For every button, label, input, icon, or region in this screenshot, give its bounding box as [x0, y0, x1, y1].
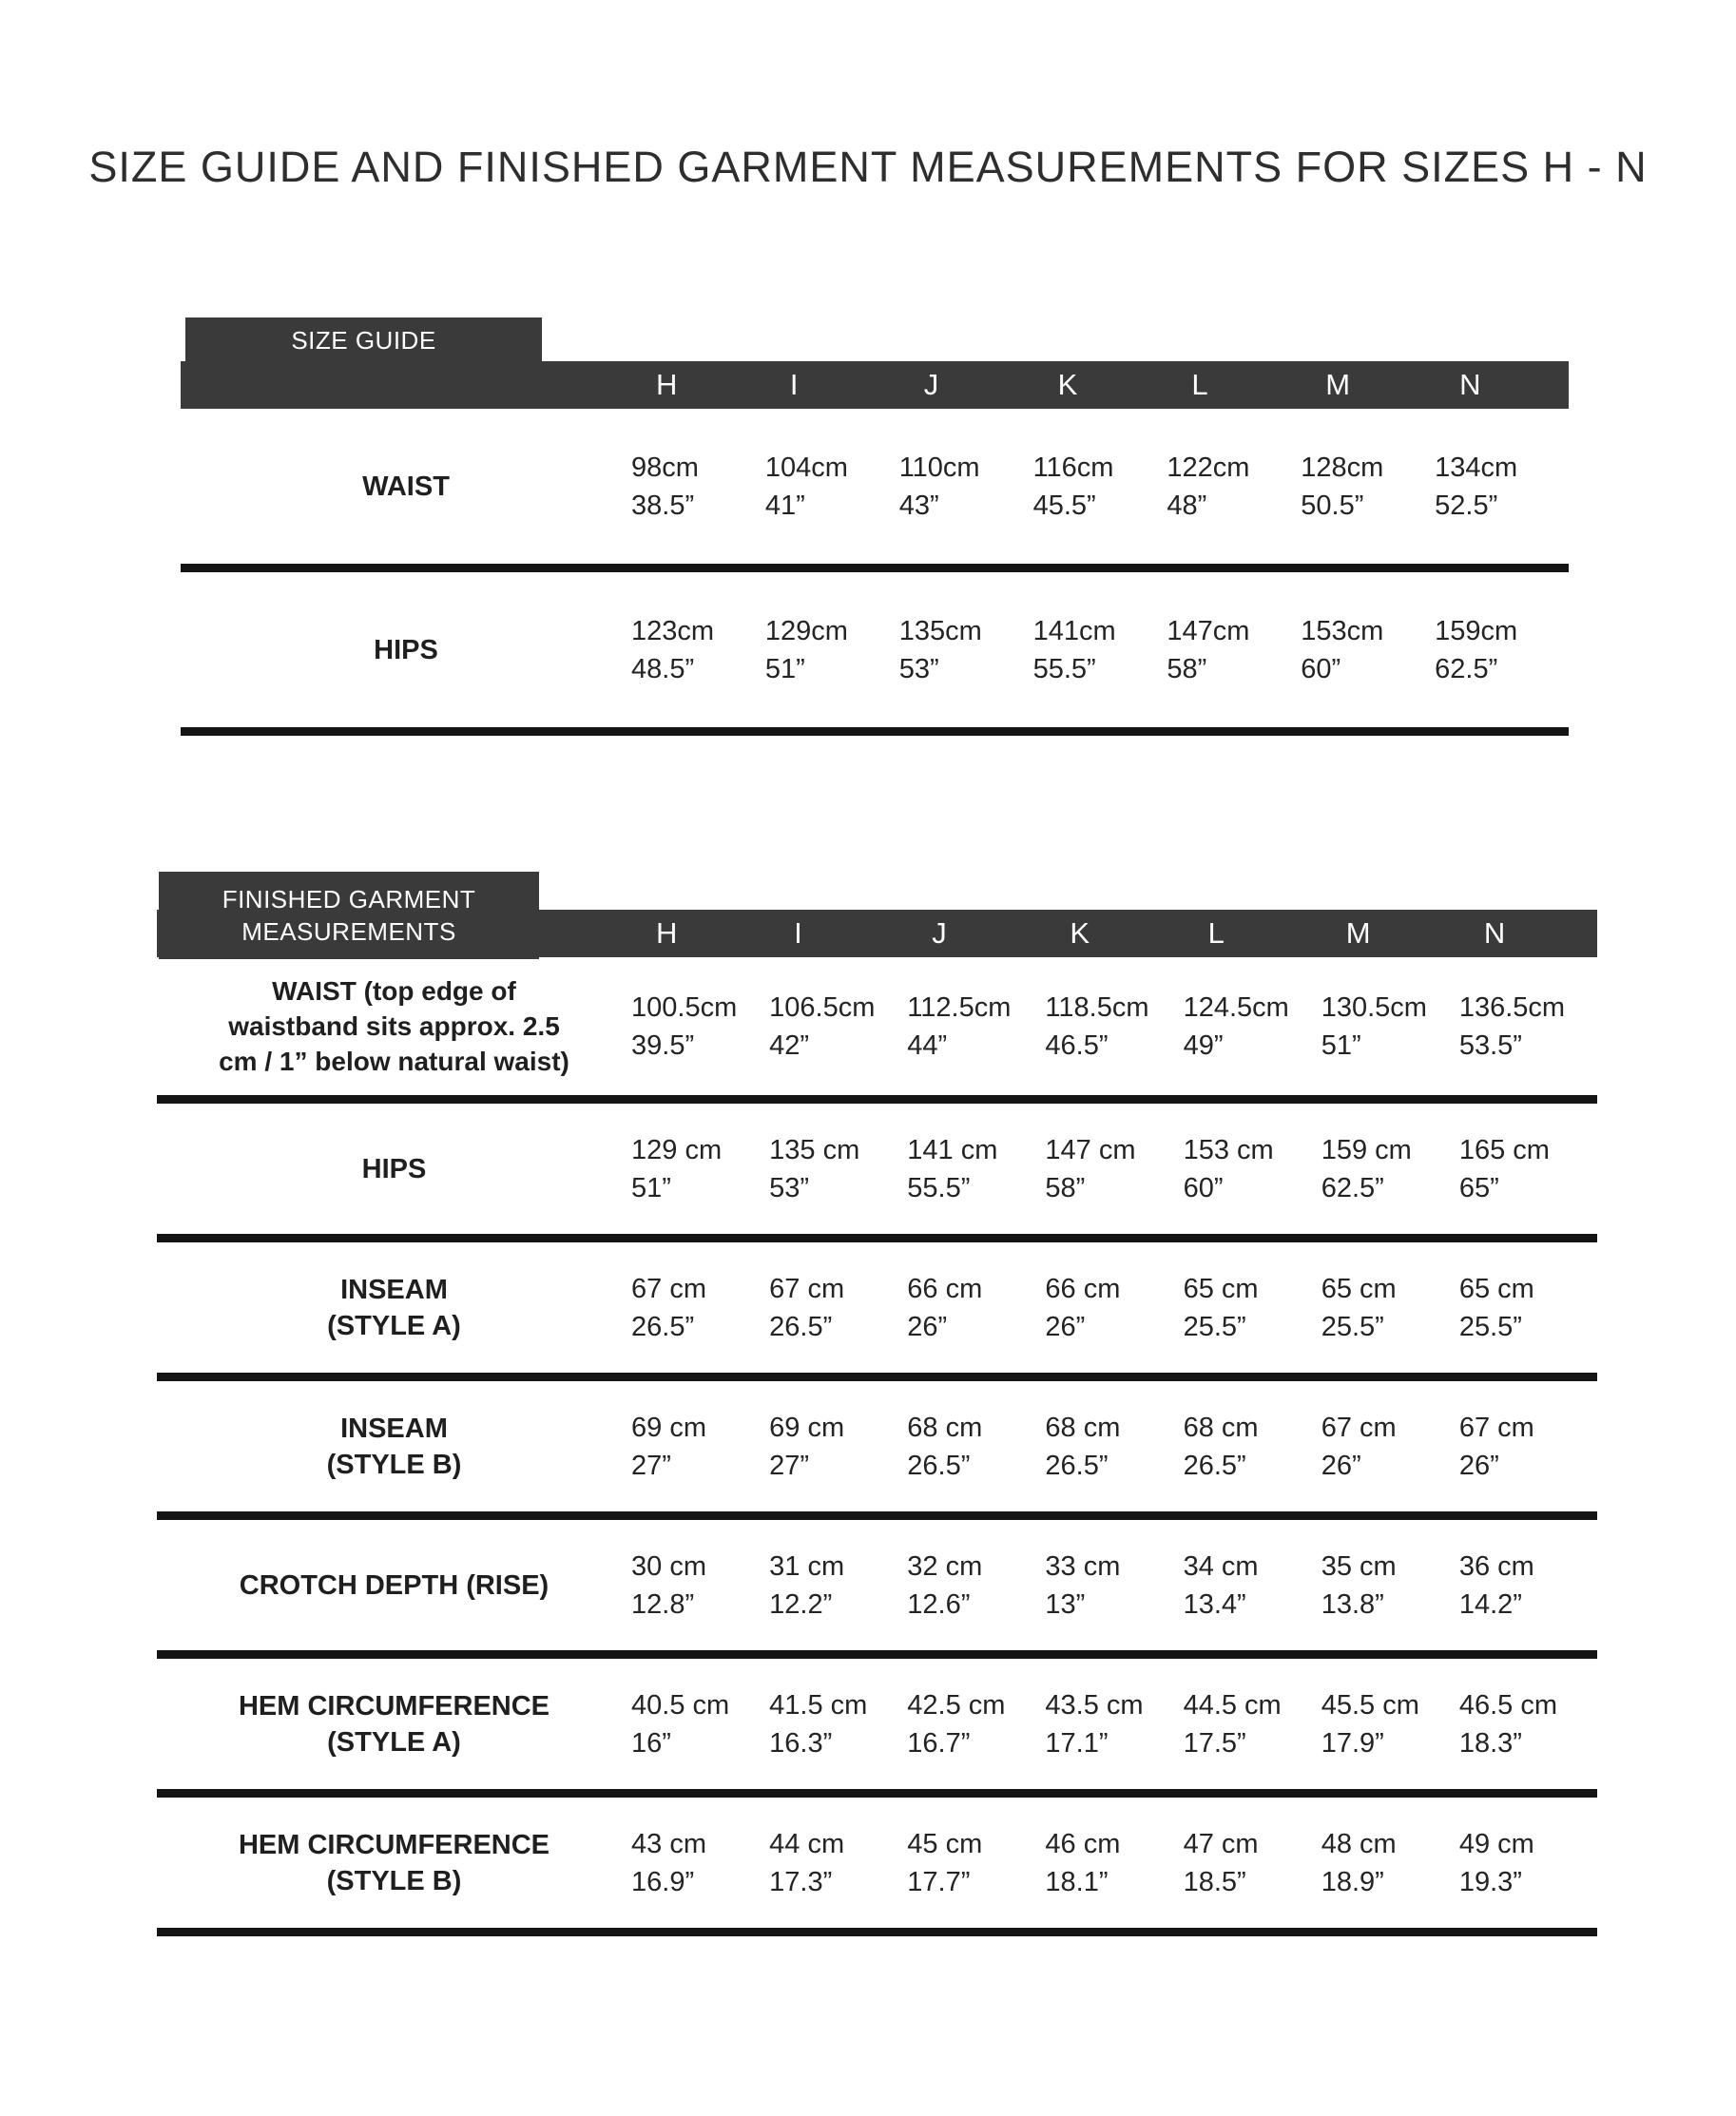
measurement-cm: 128cm	[1301, 452, 1384, 483]
measurement-cell	[1459, 1825, 1597, 1901]
size-header-row	[181, 361, 1569, 409]
measurement-inches: 26”	[907, 1311, 948, 1342]
measurement-cell	[769, 1548, 907, 1624]
measurement-cell	[769, 1825, 907, 1901]
page-title: SIZE GUIDE AND FINISHED GARMENT MEASUREMENTS FOR SIZES H - N	[88, 143, 1648, 191]
measurement-inches: 12.8”	[631, 1588, 695, 1620]
measurement-cell	[631, 989, 769, 1065]
measurement-cm: 69 cm	[631, 1412, 706, 1443]
measurement-cm: 68 cm	[1183, 1412, 1259, 1443]
measurement-cell	[1045, 1686, 1183, 1762]
measurement-cell	[631, 1409, 769, 1485]
row-label-hips: HIPS	[374, 634, 438, 665]
measurement-inches: 49”	[1183, 1029, 1224, 1061]
measurement-cell	[1045, 1825, 1183, 1901]
measurement-inches: 17.5”	[1183, 1727, 1246, 1759]
measurement-cell	[907, 1686, 1045, 1762]
measurement-cm: 147cm	[1167, 615, 1250, 646]
measurement-inches: 26.5”	[769, 1311, 833, 1342]
measurement-cm: 48 cm	[1321, 1828, 1397, 1859]
measurement-inches: 12.2”	[769, 1588, 833, 1620]
measurement-cm: 112.5cm	[907, 991, 1012, 1023]
measurement-inches: 43”	[898, 490, 939, 521]
row-label-waist: WAIST	[362, 471, 450, 502]
measurement-cell	[1045, 1548, 1183, 1624]
measurement-inches: 48”	[1167, 490, 1207, 521]
measurement-cm: 100.5cm	[631, 991, 738, 1023]
measurement-cell	[1167, 449, 1301, 525]
measurement-cm: 130.5cm	[1321, 991, 1427, 1023]
measurement-cell	[907, 1131, 1045, 1207]
measurement-cm: 67 cm	[1458, 1412, 1534, 1443]
measurement-inches: 26.5”	[631, 1311, 695, 1342]
row-label-finished-waist: WAIST (top edge of waistband sits approx. 2.5 cm / 1” below natural waist)	[219, 976, 569, 1076]
measurement-inches: 53”	[769, 1172, 810, 1203]
measurement-cm: 67 cm	[631, 1273, 706, 1304]
measurement-cm: 47 cm	[1183, 1828, 1259, 1859]
measurement-cm: 42.5 cm	[907, 1689, 1006, 1721]
measurement-inches: 26”	[1458, 1450, 1499, 1481]
measurement-inches: 44”	[907, 1029, 948, 1061]
measurement-cell	[907, 989, 1045, 1065]
measurement-inches: 13.8”	[1321, 1588, 1384, 1620]
measurement-cell	[1321, 1825, 1459, 1901]
table-row-hem-b	[157, 1798, 1597, 1936]
finished-garment-tab	[159, 872, 539, 959]
measurement-cm: 129 cm	[631, 1134, 723, 1165]
measurement-cm: 30 cm	[631, 1550, 706, 1582]
measurement-cm: 98cm	[631, 452, 699, 483]
size-column-header-j: J	[923, 368, 939, 401]
measurement-cm: 165 cm	[1458, 1134, 1550, 1165]
measurement-cell	[769, 1131, 907, 1207]
measurement-cm: 49 cm	[1458, 1828, 1534, 1859]
row-label-hem-a: HEM CIRCUMFERENCE (STYLE A)	[238, 1690, 550, 1758]
measurement-cell	[899, 449, 1033, 525]
measurement-cm: 134cm	[1435, 452, 1518, 483]
measurement-inches: 62.5”	[1321, 1172, 1384, 1203]
row-label-finished-hips: HIPS	[361, 1153, 427, 1184]
measurement-cell	[769, 1270, 907, 1346]
measurement-cm: 45 cm	[907, 1828, 983, 1859]
measurement-cm: 35 cm	[1321, 1550, 1397, 1582]
finished-garment-tab-label-line2: MEASUREMENTS	[241, 917, 456, 946]
size-guide-table	[181, 317, 1569, 736]
measurement-cell	[1184, 1409, 1321, 1485]
measurement-inches: 25.5”	[1183, 1311, 1246, 1342]
measurement-cell	[1184, 1686, 1321, 1762]
measurement-cell	[1321, 1409, 1459, 1485]
measurement-cell	[631, 612, 765, 688]
measurement-inches: 12.6”	[907, 1588, 971, 1620]
measurement-inches: 17.7”	[907, 1866, 971, 1897]
table-row-inseam-a	[157, 1242, 1597, 1381]
measurement-inches: 45.5”	[1032, 490, 1096, 521]
size-column-header-n: N	[1483, 916, 1506, 950]
measurement-cm: 36 cm	[1458, 1550, 1534, 1582]
measurement-cell	[899, 612, 1033, 688]
measurement-cell	[907, 1270, 1045, 1346]
measurement-inches: 52.5”	[1435, 490, 1498, 521]
measurement-cm: 45.5 cm	[1321, 1689, 1419, 1721]
measurement-inches: 16.9”	[631, 1866, 695, 1897]
measurement-inches: 38.5”	[631, 490, 695, 521]
measurement-cell	[1459, 1548, 1597, 1624]
table-row-finished-waist	[157, 957, 1597, 1104]
measurement-inches: 25.5”	[1321, 1311, 1384, 1342]
measurement-cm: 116cm	[1032, 452, 1114, 483]
measurement-inches: 51”	[1321, 1029, 1361, 1061]
measurement-cm: 40.5 cm	[631, 1689, 730, 1721]
measurement-cell	[1045, 1270, 1183, 1346]
size-column-header-h: H	[656, 916, 678, 950]
measurement-cell	[1435, 612, 1569, 688]
measurement-cm: 43.5 cm	[1045, 1689, 1144, 1721]
finished-measurements-table	[157, 872, 1597, 1936]
measurement-cell	[631, 1686, 769, 1762]
measurement-cell	[1167, 612, 1301, 688]
measurement-inches: 50.5”	[1301, 490, 1364, 521]
measurement-cell	[631, 1131, 769, 1207]
measurement-inches: 51”	[631, 1172, 671, 1203]
measurement-inches: 26.5”	[1045, 1450, 1109, 1481]
measurement-inches: 13”	[1045, 1588, 1086, 1620]
table-row-hem-a	[157, 1659, 1597, 1798]
measurement-cell	[1459, 989, 1597, 1065]
measurement-cell	[1435, 449, 1569, 525]
measurement-inches: 62.5”	[1435, 653, 1498, 684]
measurement-cell	[631, 1548, 769, 1624]
measurement-cell	[1033, 612, 1167, 688]
measurement-cm: 147 cm	[1045, 1134, 1136, 1165]
measurement-cell	[907, 1825, 1045, 1901]
size-column-header-m: M	[1345, 916, 1371, 950]
measurement-inches: 17.9”	[1321, 1727, 1384, 1759]
measurement-cm: 68 cm	[1045, 1412, 1121, 1443]
measurement-inches: 16”	[631, 1727, 671, 1759]
measurement-inches: 18.1”	[1045, 1866, 1109, 1897]
measurement-cm: 136.5cm	[1458, 991, 1566, 1023]
measurement-cm: 67 cm	[1321, 1412, 1397, 1443]
measurement-inches: 42”	[769, 1029, 810, 1061]
size-column-header-i: I	[794, 916, 802, 950]
measurement-cm: 65 cm	[1458, 1273, 1534, 1304]
size-guide-tab-label: SIZE GUIDE	[291, 326, 436, 355]
size-column-header-k: K	[1070, 916, 1090, 950]
measurement-inches: 46.5”	[1045, 1029, 1109, 1061]
measurement-cell	[631, 1825, 769, 1901]
measurement-cell	[765, 612, 899, 688]
measurement-cm: 69 cm	[769, 1412, 845, 1443]
measurement-inches: 18.5”	[1183, 1866, 1246, 1897]
measurement-cell	[1301, 612, 1435, 688]
measurement-cm: 106.5cm	[769, 991, 876, 1023]
measurement-inches: 18.3”	[1458, 1727, 1522, 1759]
measurement-inches: 17.3”	[769, 1866, 833, 1897]
measurement-inches: 41”	[764, 490, 805, 521]
measurement-cm: 68 cm	[907, 1412, 983, 1443]
measurement-cell	[1321, 1548, 1459, 1624]
measurement-inches: 53”	[898, 653, 939, 684]
table-row-hips	[181, 572, 1569, 736]
measurement-inches: 58”	[1167, 653, 1207, 684]
measurement-inches: 39.5”	[631, 1029, 695, 1061]
measurement-cell	[1459, 1409, 1597, 1485]
measurement-cm: 141 cm	[907, 1134, 998, 1165]
measurement-inches: 19.3”	[1458, 1866, 1522, 1897]
measurement-cell	[907, 1409, 1045, 1485]
measurement-inches: 55.5”	[1032, 653, 1096, 684]
table-row-finished-hips	[157, 1104, 1597, 1242]
measurement-cm: 41.5 cm	[769, 1689, 868, 1721]
measurement-inches: 16.3”	[769, 1727, 833, 1759]
measurement-cell	[1045, 1131, 1183, 1207]
measurement-inches: 17.1”	[1045, 1727, 1109, 1759]
row-label-crotch-depth: CROTCH DEPTH (RISE)	[239, 1569, 550, 1601]
finished-garment-tab-label-line1: FINISHED GARMENT	[222, 885, 476, 914]
measurement-inches: 51”	[764, 653, 805, 684]
measurement-cell	[769, 1409, 907, 1485]
measurement-cm: 123cm	[631, 615, 715, 646]
table-row-crotch-depth	[157, 1520, 1597, 1659]
measurement-cell	[907, 1548, 1045, 1624]
measurement-cell	[765, 449, 899, 525]
measurement-cm: 65 cm	[1321, 1273, 1397, 1304]
size-column-header-i: I	[789, 368, 799, 401]
measurement-inches: 55.5”	[907, 1172, 971, 1203]
measurement-cell	[1184, 1825, 1321, 1901]
measurement-cell	[1045, 1409, 1183, 1485]
measurement-inches: 18.9”	[1321, 1866, 1384, 1897]
measurement-cell	[1184, 1548, 1321, 1624]
measurement-inches: 58”	[1045, 1172, 1086, 1203]
measurement-cm: 159 cm	[1321, 1134, 1412, 1165]
measurement-inches: 25.5”	[1458, 1311, 1522, 1342]
measurement-cm: 66 cm	[907, 1273, 983, 1304]
measurement-inches: 26.5”	[1183, 1450, 1246, 1481]
measurement-cm: 67 cm	[769, 1273, 845, 1304]
measurement-cm: 43 cm	[631, 1828, 706, 1859]
measurement-cm: 124.5cm	[1183, 991, 1289, 1023]
measurement-cell	[631, 1270, 769, 1346]
measurement-cell	[1033, 449, 1167, 525]
measurement-cm: 159cm	[1435, 615, 1518, 646]
measurement-inches: 26.5”	[907, 1450, 971, 1481]
measurement-cm: 46.5 cm	[1458, 1689, 1558, 1721]
measurement-cm: 129cm	[764, 615, 848, 646]
measurement-cell	[1321, 1686, 1459, 1762]
measurement-cm: 135 cm	[769, 1134, 860, 1165]
row-label-inseam-a: INSEAM (STYLE A)	[327, 1274, 461, 1341]
measurement-cm: 104cm	[764, 452, 848, 483]
measurement-cell	[1321, 1270, 1459, 1346]
measurement-cm: 153cm	[1301, 615, 1384, 646]
measurement-cell	[1184, 989, 1321, 1065]
size-column-header-l: L	[1191, 368, 1208, 401]
measurement-cell	[1321, 1131, 1459, 1207]
measurement-inches: 60”	[1183, 1172, 1224, 1203]
measurement-cm: 32 cm	[907, 1550, 983, 1582]
measurement-cm: 46 cm	[1045, 1828, 1121, 1859]
measurement-cm: 110cm	[898, 452, 980, 483]
measurement-cm: 141cm	[1032, 615, 1116, 646]
measurement-inches: 65”	[1458, 1172, 1499, 1203]
table-row-waist	[181, 409, 1569, 572]
measurement-inches: 27”	[769, 1450, 810, 1481]
measurement-cm: 122cm	[1167, 452, 1250, 483]
measurement-cell	[1459, 1131, 1597, 1207]
measurement-inches: 60”	[1301, 653, 1341, 684]
measurement-inches: 48.5”	[631, 653, 695, 684]
measurement-inches: 13.4”	[1183, 1588, 1246, 1620]
measurement-cell	[1184, 1270, 1321, 1346]
measurement-cm: 44.5 cm	[1183, 1689, 1282, 1721]
measurement-cell	[1301, 449, 1435, 525]
measurement-cell	[1459, 1270, 1597, 1346]
size-column-header-j: J	[932, 916, 947, 950]
measurement-inches: 53.5”	[1458, 1029, 1522, 1061]
measurement-cm: 135cm	[898, 615, 982, 646]
size-column-header-m: M	[1325, 368, 1351, 401]
measurement-cm: 44 cm	[769, 1828, 845, 1859]
table-row-inseam-b	[157, 1381, 1597, 1520]
measurement-cm: 66 cm	[1045, 1273, 1121, 1304]
measurement-cm: 31 cm	[769, 1550, 845, 1582]
measurement-cell	[769, 1686, 907, 1762]
measurement-inches: 26”	[1045, 1311, 1086, 1342]
measurement-cm: 118.5cm	[1045, 991, 1149, 1023]
measurement-cell	[769, 989, 907, 1065]
measurement-cell	[1045, 989, 1183, 1065]
measurement-cm: 153 cm	[1183, 1134, 1274, 1165]
measurement-inches: 27”	[631, 1450, 671, 1481]
measurement-cell	[1459, 1686, 1597, 1762]
measurement-cell	[1321, 989, 1459, 1065]
measurement-inches: 26”	[1321, 1450, 1361, 1481]
size-column-header-k: K	[1057, 368, 1078, 401]
measurement-cm: 33 cm	[1045, 1550, 1121, 1582]
measurement-inches: 14.2”	[1458, 1588, 1522, 1620]
measurement-cell	[631, 449, 765, 525]
measurement-cell	[1184, 1131, 1321, 1207]
size-column-header-l: L	[1207, 916, 1225, 950]
row-label-inseam-b: INSEAM (STYLE B)	[326, 1413, 462, 1480]
size-column-header-n: N	[1459, 368, 1481, 401]
size-guide-tab	[185, 317, 542, 363]
size-column-header-h: H	[656, 368, 678, 401]
measurement-cm: 34 cm	[1183, 1550, 1259, 1582]
row-label-hem-b: HEM CIRCUMFERENCE (STYLE B)	[238, 1829, 550, 1896]
measurement-cm: 65 cm	[1183, 1273, 1259, 1304]
measurement-inches: 16.7”	[907, 1727, 971, 1759]
